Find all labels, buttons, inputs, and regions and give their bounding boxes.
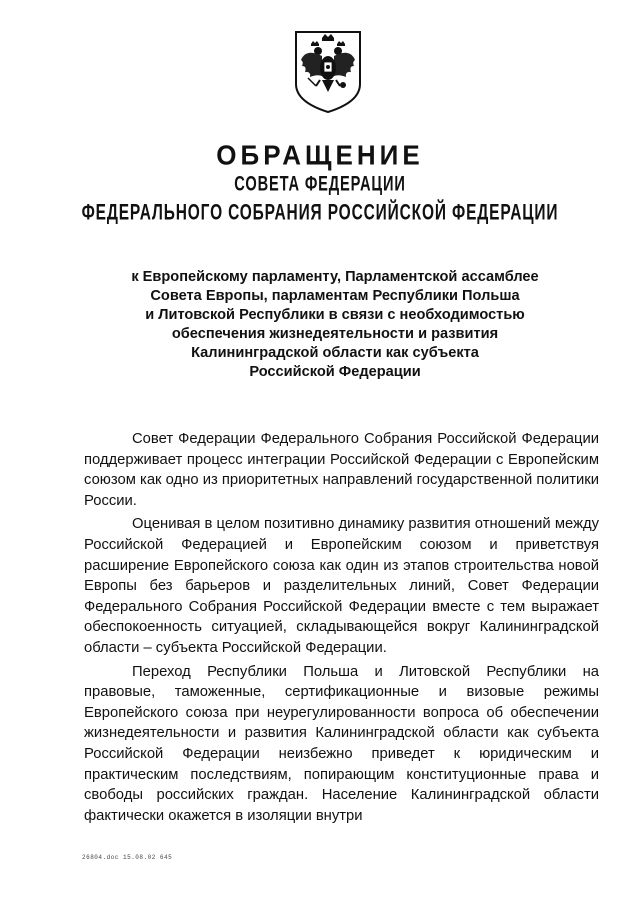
body-paragraph: Совет Федерации Федерального Собрания Российской Федерации поддерживает процесс интеграции Российской Федерации с Европейским союзом как одно из приоритетных направлений государственной политики России. [84, 431, 599, 509]
address-line: Калининградской области как субъекта [191, 345, 479, 361]
address-line: к Европейскому парламенту, Парламентской ассамблее [131, 269, 539, 285]
address-line: обеспечения жизнедеятельности и развития [171, 326, 499, 342]
address-line: Совета Европы, парламентам Республики Польша [150, 288, 520, 304]
address-line: Российской Федерации [249, 364, 421, 380]
document-subtitle-line-1: СОВЕТА ФЕДЕРАЦИИ [234, 171, 406, 196]
coat-of-arms-icon [292, 26, 364, 114]
address-line: и Литовской Республики в связи с необходимостью [145, 307, 525, 323]
document-subtitle-line-2: ФЕДЕРАЛЬНОГО СОБРАНИЯ РОССИЙСКОЙ ФЕДЕРАЦИИ [81, 199, 559, 225]
body-paragraph: Переход Республики Польша и Литовской Республики на правовые, таможенные, сертификационные и визовые режимы Европейского союза при неурегулированности вопроса об обеспечении жизнедеятельности и развития Калининградской области как субъекта Российской Федерации неизбежно приведет к юридическим и практическим последствиям, попирающим конституционные права и свободы российских граждан. Население Калининградской области фактически окажется в изоляции внутри [84, 663, 599, 824]
address-block [100, 268, 570, 382]
document-body [84, 429, 599, 829]
document-title: ОБРАЩЕНИЕ [216, 138, 424, 172]
body-paragraph: Оценивая в целом позитивно динамику развития отношений между Российской Федерацией и Европейским союзом и приветствуя расширение Европейского союза как один из этапов строительства новой Европы без барьеров и разделительных линий, Совет Федерации Федерального Собрания Российской Федерации вместе с тем выражает обеспокоенность ситуацией, складывающейся вокруг Калининградской области – субъекта Российской Федерации. [84, 516, 599, 656]
document-footer-code: 26804.doc 15.08.02 645 [82, 854, 173, 861]
